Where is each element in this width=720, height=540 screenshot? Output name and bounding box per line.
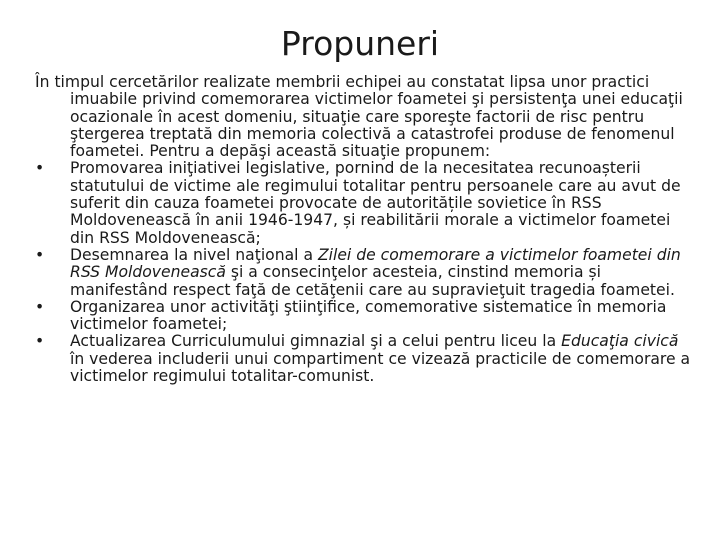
bullet-text-post: şi a consecinţelor acesteia, cinstind memoria și manifestând respect faţă de cetăţenii care au supravieţuit tragedia foametei. xyxy=(70,263,675,299)
bullet-text-pre: Desemnarea la nivel naţional a xyxy=(70,245,318,264)
slide-body xyxy=(35,74,695,385)
slide-title: Propuneri xyxy=(280,24,440,63)
bullet-icon: • xyxy=(35,159,45,178)
bullet-text-post: în vederea includerii unui compartiment ce vizează practicile de comemorare a victimelor regimului totalitar-comunist. xyxy=(70,349,691,386)
bullet-item-legislative xyxy=(35,160,695,246)
bullet-text: Promovarea iniţiativei legislative, pornind de la necesitatea recunoașterii statutului de victime ale regimului totalitar pentru persoanele care au avut de suferit din cauza foametei provocate de autoritățile sovietice în RSS Moldovenească în anii 1946-1947, și reabilitării morale a victimelor foametei din RSS Moldovenească; xyxy=(70,159,681,247)
bullet-item-curriculum xyxy=(35,333,695,385)
bullet-text-emphasis: Educaţia civică xyxy=(561,332,679,351)
bullet-text-pre: Actualizarea Curriculumului gimnazial şi a celui pentru liceu la xyxy=(70,332,562,351)
intro-paragraph: În timpul cercetărilor realizate membrii echipei au constatat lipsa unor practici imuabile privind comemorarea victimelor foametei şi persistenţa unei educaţii ocazionale în acest domeniu, situaţie care sporeşte factorii de risc pentru ştergerea treptată din memoria colectivă a catastrofei produse de fenomenul foametei. Pentru a depăşi această situaţie propunem: xyxy=(35,73,683,161)
bullet-text-emphasis: Zilei de comemorare a victimelor foametei din RSS Moldovenească xyxy=(70,245,681,282)
bullet-icon: • xyxy=(35,332,45,351)
bullet-icon: • xyxy=(35,297,45,316)
bullet-item-scientific-activities xyxy=(35,299,695,334)
bullet-text: Organizarea unor activităţi ştiinţifice, comemorative sistematice în memoria victimelor foametei; xyxy=(70,297,667,334)
bullet-icon: • xyxy=(35,245,45,264)
bullet-item-commemoration-day xyxy=(35,247,695,299)
